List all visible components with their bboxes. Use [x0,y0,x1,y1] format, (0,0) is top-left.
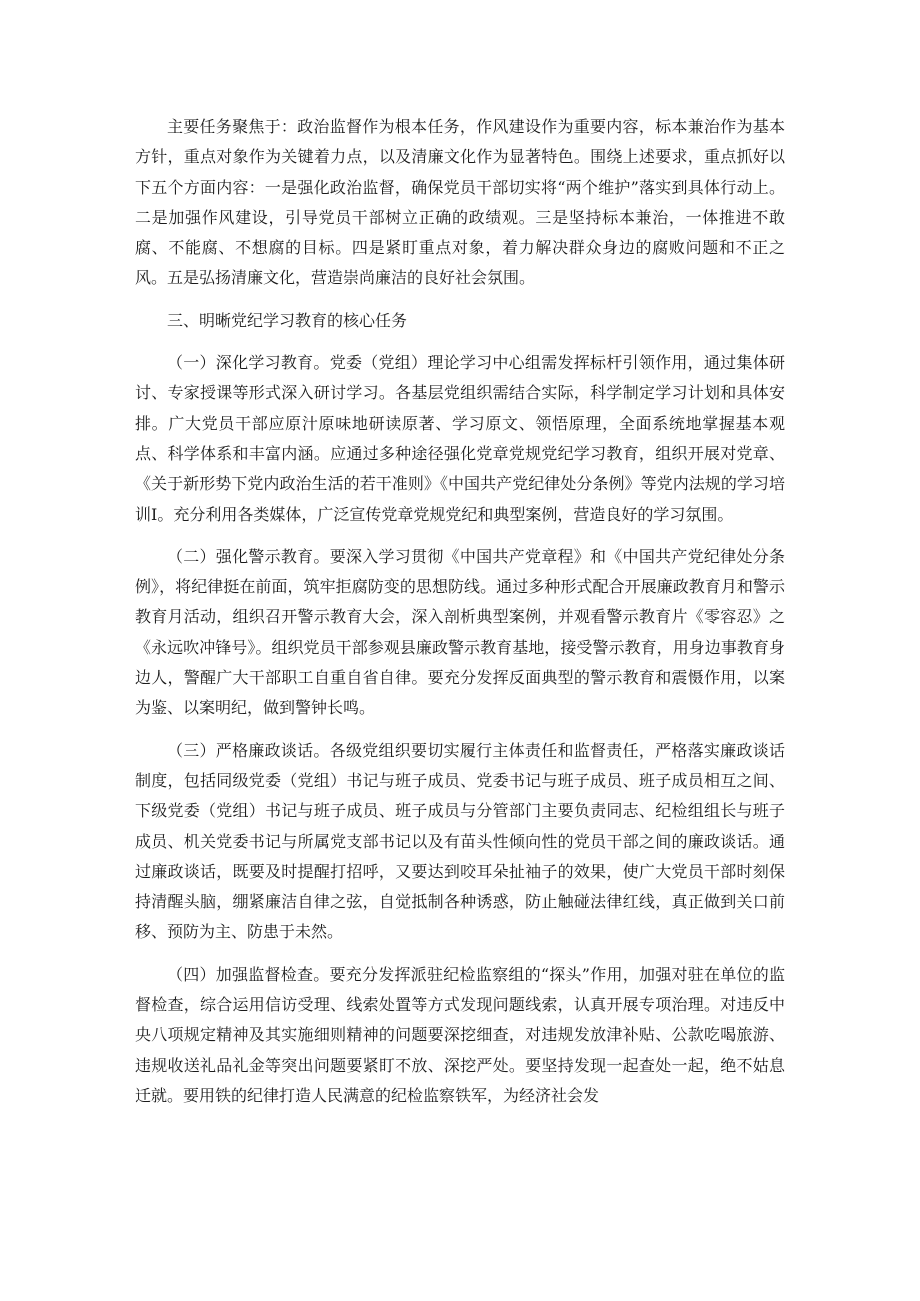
paragraph-integrity-talks: （三）严格廉政谈话。各级党组织要切实履行主体责任和监督责任，严格落实廉政谈话制度，包括同级党委（党组）书记与班子成员、党委书记与班子成员、班子成员相互之间、下级党委（党组）书记与班子成员、班子成员与分管部门主要负责同志、纪检组组长与班子成员、机关党委书记与所属党支部书记以及有苗头性倾向性的党员干部之间的廉政谈话。通过廉政谈话，既要及时提醒打招呼，又要达到咬耳朵扯袖子的效果，使广大党员干部时刻保持清醒头脑，绷紧廉洁自律之弦，自觉抵制各种诱惑，防止触碰法律红线，真正做到关口前移、预防为主、防患于未然。 [135,740,785,942]
paragraph-main-tasks: 主要任务聚焦于：政治监督作为根本任务，作风建设作为重要内容，标本兼治作为基本方针，重点对象作为关键着力点，以及清廉文化作为显著特色。围绕上述要求，重点抓好以下五个方面内容：一是强化政治监督，确保党员干部切实将“两个维护”落实到具体行动上。二是加强作风建设，引导党员干部树立正确的政绩观。三是坚持标本兼治，一体推进不敢腐、不能腐、不想腐的目标。四是紧盯重点对象，着力解决群众身边的腐败问题和不正之风。五是弘扬清廉文化，营造崇尚廉洁的良好社会氛围。 [135,117,785,288]
document-body [135,112,785,1123]
paragraph-warning-education: （二）强化警示教育。要深入学习贯彻《中国共产党章程》和《中国共产党纪律处分条例》，将纪律挺在前面，筑牢拒腐防变的思想防线。通过多种形式配合开展廉政教育月和警示教育月活动，组织召开警示教育大会，深入剖析典型案例，并观看警示教育片《零容忍》之《永远吹冲锋号》。组织党员干部参观县廉政警示教育基地，接受警示教育，用身边事教育身边人，警醒广大干部职工自重自省自律。要充分发挥反面典型的警示教育和震慑作用，以案为鉴、以案明纪，做到警钟长鸣。 [135,546,785,718]
paragraph-study-education: （一）深化学习教育。党委（党组）理论学习中心组需发挥标杆引领作用，通过集体研讨、专家授课等形式深入研讨学习。各基层党组织需结合实际，科学制定学习计划和具体安排。广大党员干部应原汁原味地研读原著、学习原文、领悟原理，全面系统地掌握基本观点、科学体系和丰富内涵。应通过多种途径强化党章党规党纪学习教育，组织开展对党章、《关于新形势下党内政治生活的若干准则》《中国共产党纪律处分条例》等党内法规的学习培训I。充分利用各类媒体，广泛宣传党章党规党纪和典型案例，营造良好的学习氛围。 [135,353,785,524]
section-heading: 三、明晰党纪学习教育的核心任务 [167,310,408,330]
paragraph-supervision-inspection: （四）加强监督检查。要充分发挥派驻纪检监察组的“探头”作用，加强对驻在单位的监督检查，综合运用信访受理、线索处置等方式发现问题线索，认真开展专项治理。对违反中央八项规定精神及其实施细则精神的问题要深挖细查，对违规发放津补贴、公款吃喝旅游、违规收送礼品礼金等突出问题要紧盯不放、深挖严处。要坚持发现一起查处一起，绝不姑息迁就。要用铁的纪律打造人民满意的纪检监察铁军，为经济社会发 [135,964,785,1105]
